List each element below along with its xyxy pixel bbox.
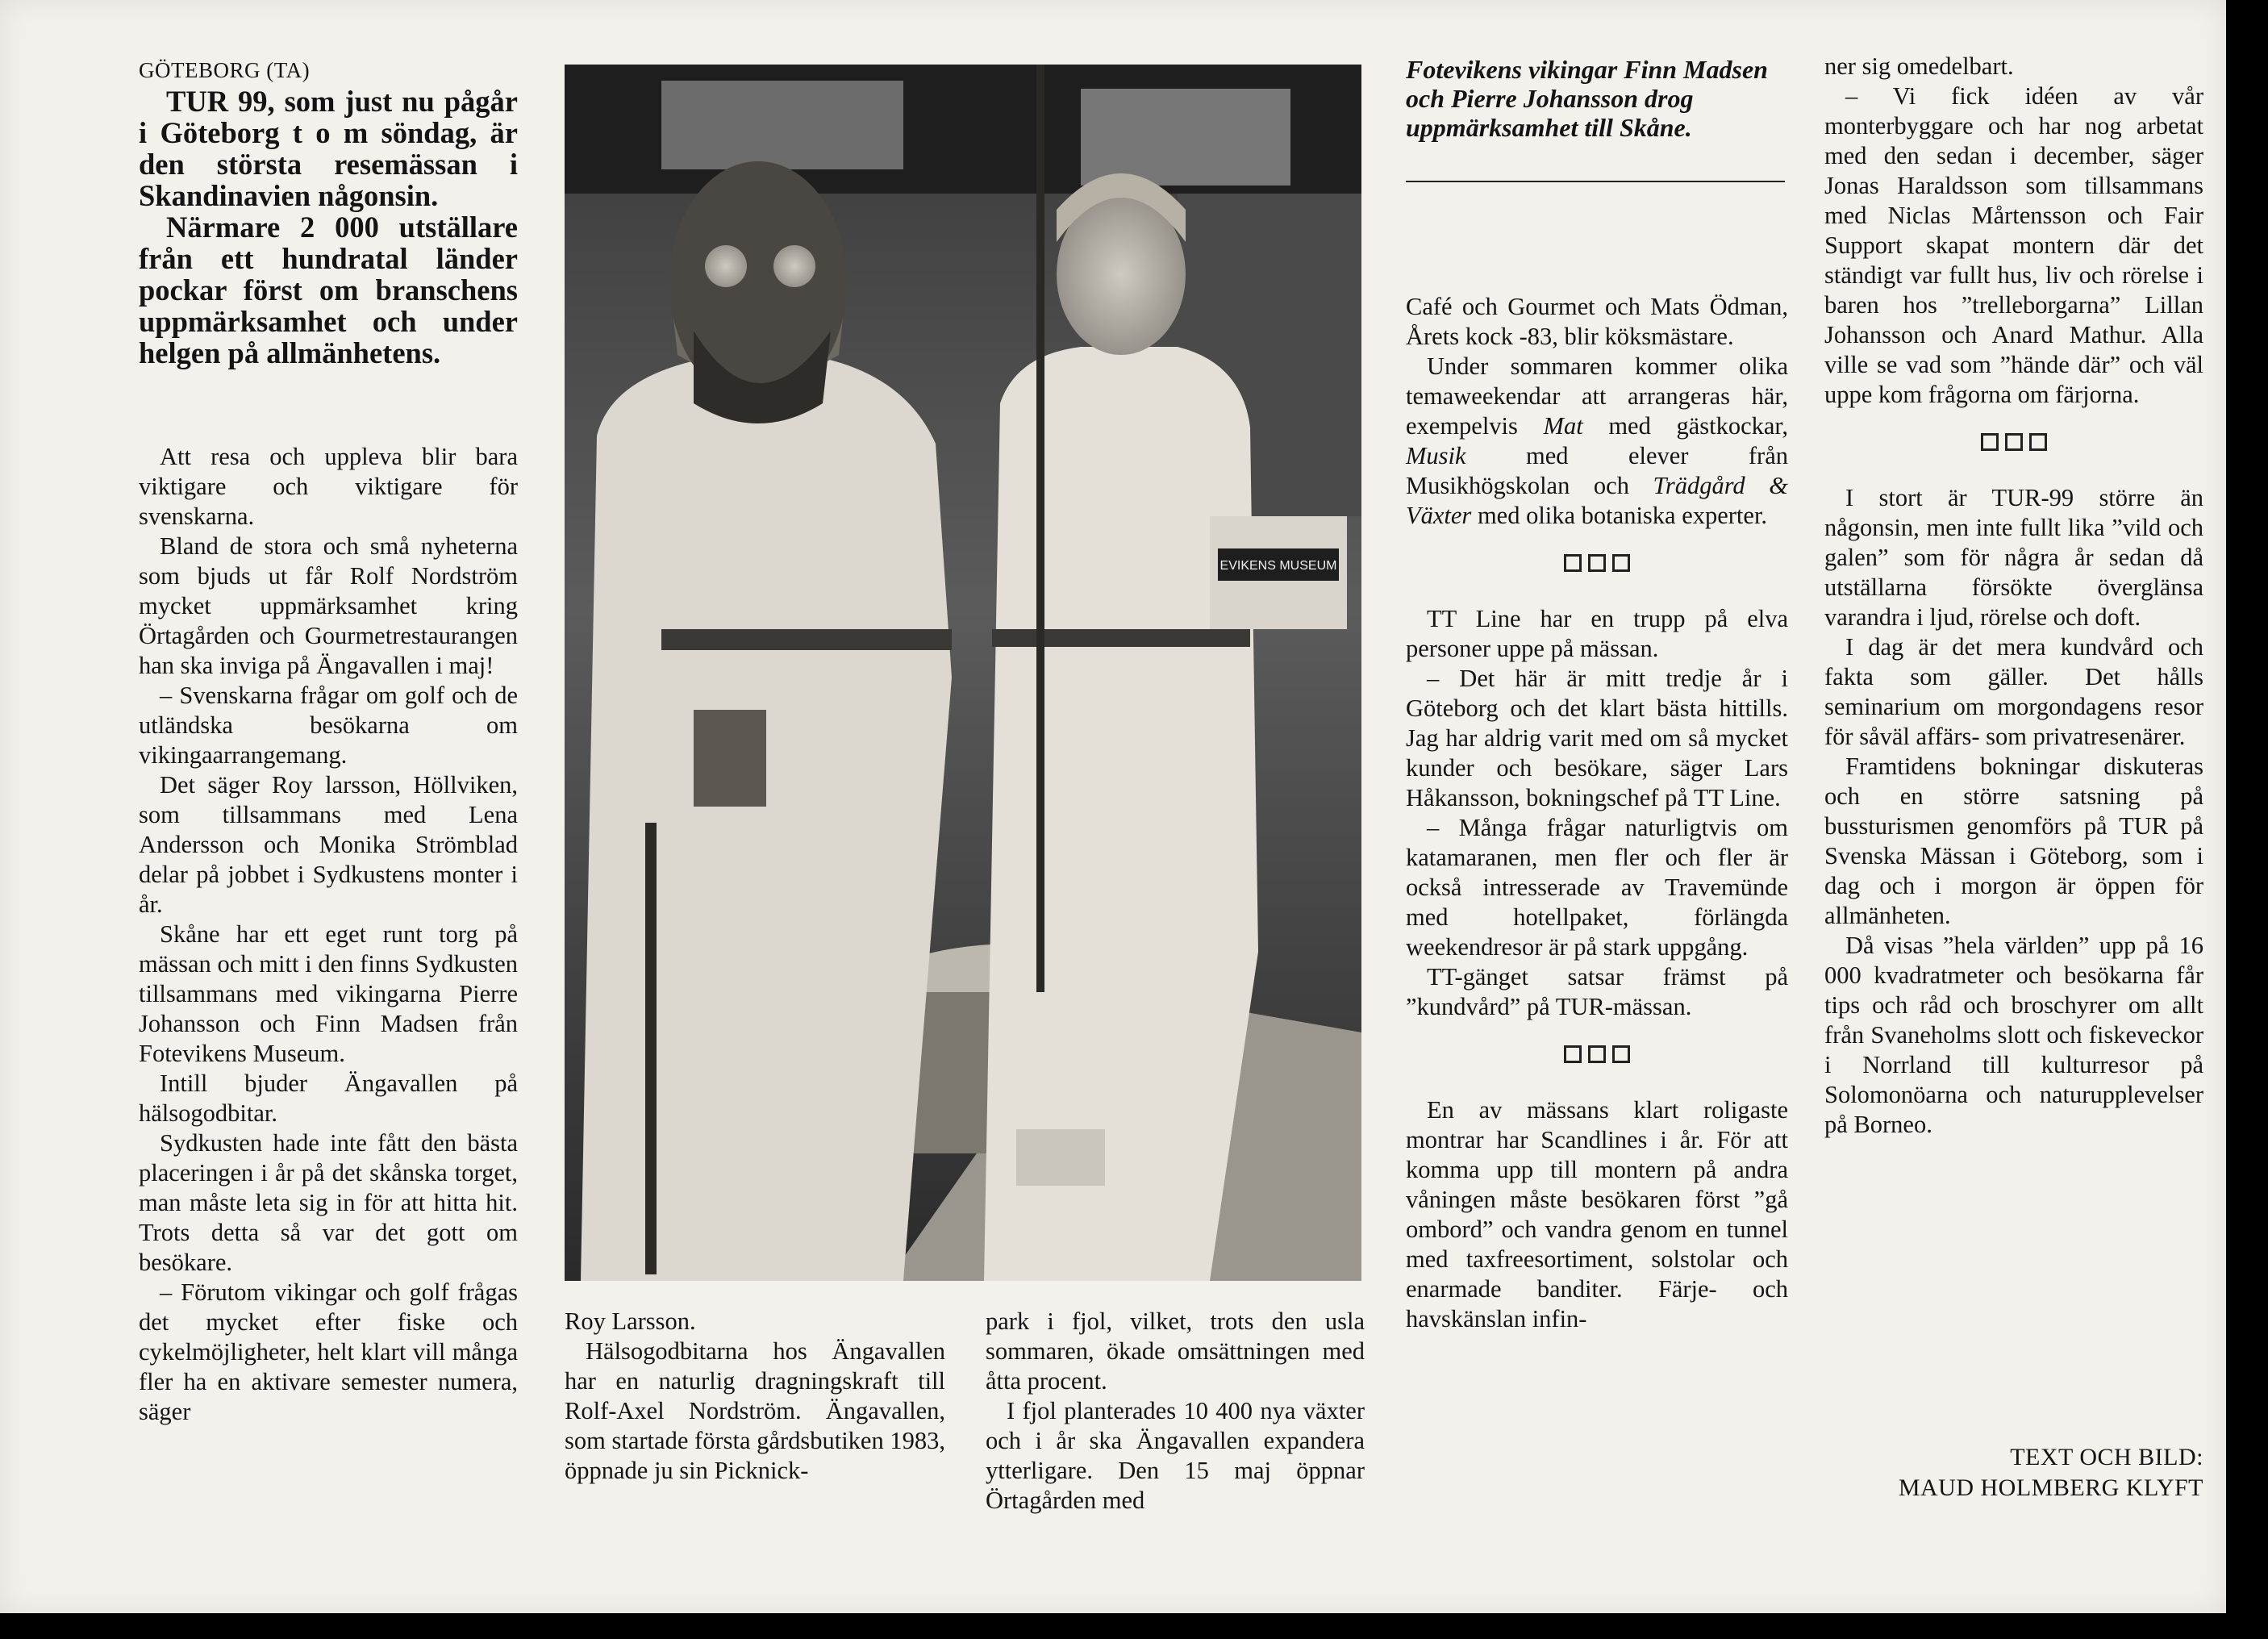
italic-run: Musik bbox=[1406, 442, 1466, 469]
photo-caption: Fotevikens vikingar Finn Madsen och Pierre Johansson drog uppmärksamhet till Skåne. bbox=[1406, 55, 1768, 142]
photo-caption-text: Roy Larsson. bbox=[565, 1307, 696, 1335]
paragraph: En av mässans klart roligaste montrar har Scandlines i år. För att komma upp till montern på andra våningen måste besökaren först ”gå ombord” och vandra genom en tunnel med taxfreesortiment, solstolar och enarmade banditer. Färje- och havskänslan infin- bbox=[1406, 1096, 1788, 1332]
paragraph: – Många frågar naturligtvis om katamaranen, men fler och fler är också intresserade av Travemünde med hotellpaket, förlängda weekendresor är på stark uppgång. bbox=[1406, 814, 1788, 961]
paragraph: Intill bjuder Ängavallen på hälsogodbitar. bbox=[139, 1070, 518, 1127]
italic-run: Mat bbox=[1543, 412, 1583, 440]
byline-credit bbox=[1824, 1442, 2203, 1503]
credit-line: TEXT OCH BILD: bbox=[2010, 1444, 2203, 1470]
paragraph: Skåne har ett eget runt torg på mässan och mitt i den finns Sydkusten tillsammans med vikingarna Pierre Johansson och Finn Madsen från Fotevikens Museum. bbox=[139, 920, 518, 1067]
lead-text: TUR 99, som just nu pågår i Göteborg t o m söndag, är den största resemässan i Skandinavien någonsin. bbox=[139, 85, 518, 212]
paragraph: Att resa och uppleva blir bara viktigare och viktigare för svenskarna. bbox=[139, 443, 518, 530]
column-5 bbox=[1824, 52, 2203, 1140]
caption-divider bbox=[1406, 181, 1785, 182]
dateline: GÖTEBORG (TA) bbox=[139, 58, 311, 82]
paragraph: Café och Gourmet och Mats Ödman, Årets kock -83, blir köksmästare. bbox=[1406, 293, 1788, 350]
paragraph: – Förutom vikingar och golf frågas det mycket efter fiske och cykelmöjligheter, helt klart vill många fler ha en aktivare semester numera, säger bbox=[139, 1278, 518, 1425]
text-run: med gästkockar, bbox=[1582, 412, 1788, 440]
column-3-bottom bbox=[986, 1307, 1365, 1516]
lead-paragraph bbox=[139, 85, 518, 369]
paragraph: – Svenskarna frågar om golf och de utländska besökarna om vikingaarrangemang. bbox=[139, 682, 518, 769]
column-2-bottom bbox=[565, 1307, 945, 1486]
paragraph: TT Line har en trupp på elva personer uppe på mässan. bbox=[1406, 605, 1788, 662]
paragraph: TT-gänget satsar främst på ”kundvård” på TUR-mässan. bbox=[1406, 963, 1788, 1020]
text-run: med olika botaniska experter. bbox=[1471, 502, 1768, 529]
paragraph: I fjol planterades 10 400 nya växter och i år ska Ängavallen expandera ytterligare. Den 15 maj öppnar Örtagården med bbox=[986, 1397, 1365, 1514]
lead-text: Närmare 2 000 utställare från ett hundratal länder pockar först om branschens uppmärksamhet och under helgen på allmänhetens. bbox=[139, 211, 518, 369]
column-1 bbox=[139, 442, 518, 1427]
paragraph: – Vi fick idéen av vår monterbyggare och har nog arbetat med den sedan i december, säger Jonas Haraldsson som tillsammans med Niclas Mårtensson och Fair Support skapat montern där det ständigt var fullt hus, liv och rörelse i baren hos ”trelleborgarna” Lillan Johansson och Anard Mathur. Alla ville se vad som ”hände där” och väl uppe kom frågorna om färjorna. bbox=[1824, 82, 2203, 408]
text-run: Under sommaren kommer olika temaweekendar att arrangeras här, exempelvis bbox=[1406, 352, 1788, 440]
credit-line: MAUD HOLMBERG KLYFT bbox=[1898, 1474, 2203, 1501]
paragraph: Då visas ”hela världen” upp på 16 000 kvadratmeter och besökarna får tips och råd och broschyrer om allt från Svaneholms slott och fiskeveckor i Norrland till kulturresor på Solomonöarna och naturupplevelser på Borneo. bbox=[1824, 932, 2203, 1138]
text-run: med elever från Musikhögskolan och bbox=[1406, 442, 1788, 499]
paragraph: Det säger Roy larsson, Höllviken, som tillsammans med Lena Andersson och Monika Strömblad delar på jobbet i Sydkustens monter i år. bbox=[139, 771, 518, 918]
paragraph: ner sig omedelbart. bbox=[1824, 52, 2014, 80]
paragraph: park i fjol, vilket, trots den usla sommaren, ökade omsättningen med åtta procent. bbox=[986, 1307, 1365, 1395]
section-separator bbox=[1824, 431, 2203, 461]
italic-run: Trädgård & Växter bbox=[1406, 472, 1788, 529]
section-separator bbox=[1406, 1043, 1788, 1073]
column-4 bbox=[1406, 292, 1788, 1334]
paragraph: I stort är TUR-99 större än någonsin, men inte fullt lika ”vild och galen” som för några år sedan då utställarna försökte överglänsa varandra i ljud, rörelse och doft. bbox=[1824, 484, 2203, 631]
paragraph: Sydkusten hade inte fått den bästa placeringen i år på det skånska torget, man måste leta sig in för att hitta hit. Trots detta så var det gott om besökare. bbox=[139, 1129, 518, 1276]
paragraph: Framtidens bokningar diskuteras och en större satsning på bussturismen genomförs på TUR på Svenska Mässan i Göteborg, som i dag och i morgon är öppen för allmänheten. bbox=[1824, 753, 2203, 929]
banner-text: EVIKENS MUSEUM bbox=[1219, 559, 1337, 573]
photo-vikings bbox=[565, 65, 1361, 1281]
paragraph bbox=[1406, 352, 1788, 531]
paragraph: Bland de stora och små nyheterna som bjuds ut får Rolf Nordström mycket uppmärksamhet kring Örtagården och Gourmetrestaurangen han ska inviga på Ängavallen i maj! bbox=[139, 532, 518, 679]
section-separator bbox=[1406, 552, 1788, 582]
photo-icon bbox=[565, 65, 1361, 1281]
paragraph: – Det här är mitt tredje år i Göteborg och det klart bästa hittills. Jag har aldrig varit med om så mycket kunder och besökare, säger Lars Håkansson, bokningschef på TT Line. bbox=[1406, 665, 1788, 811]
paragraph: Hälsogodbitarna hos Ängavallen har en naturlig dragningskraft till Rolf-Axel Nordström. Ängavallen, som startade första gårdsbutiken 1983, öppnade ju sin Picknick- bbox=[565, 1337, 945, 1484]
paragraph: I dag är det mera kundvård och fakta som gäller. Det hålls seminarium om morgondagens resor för såväl affärs- som privatresenärer. bbox=[1824, 633, 2203, 750]
